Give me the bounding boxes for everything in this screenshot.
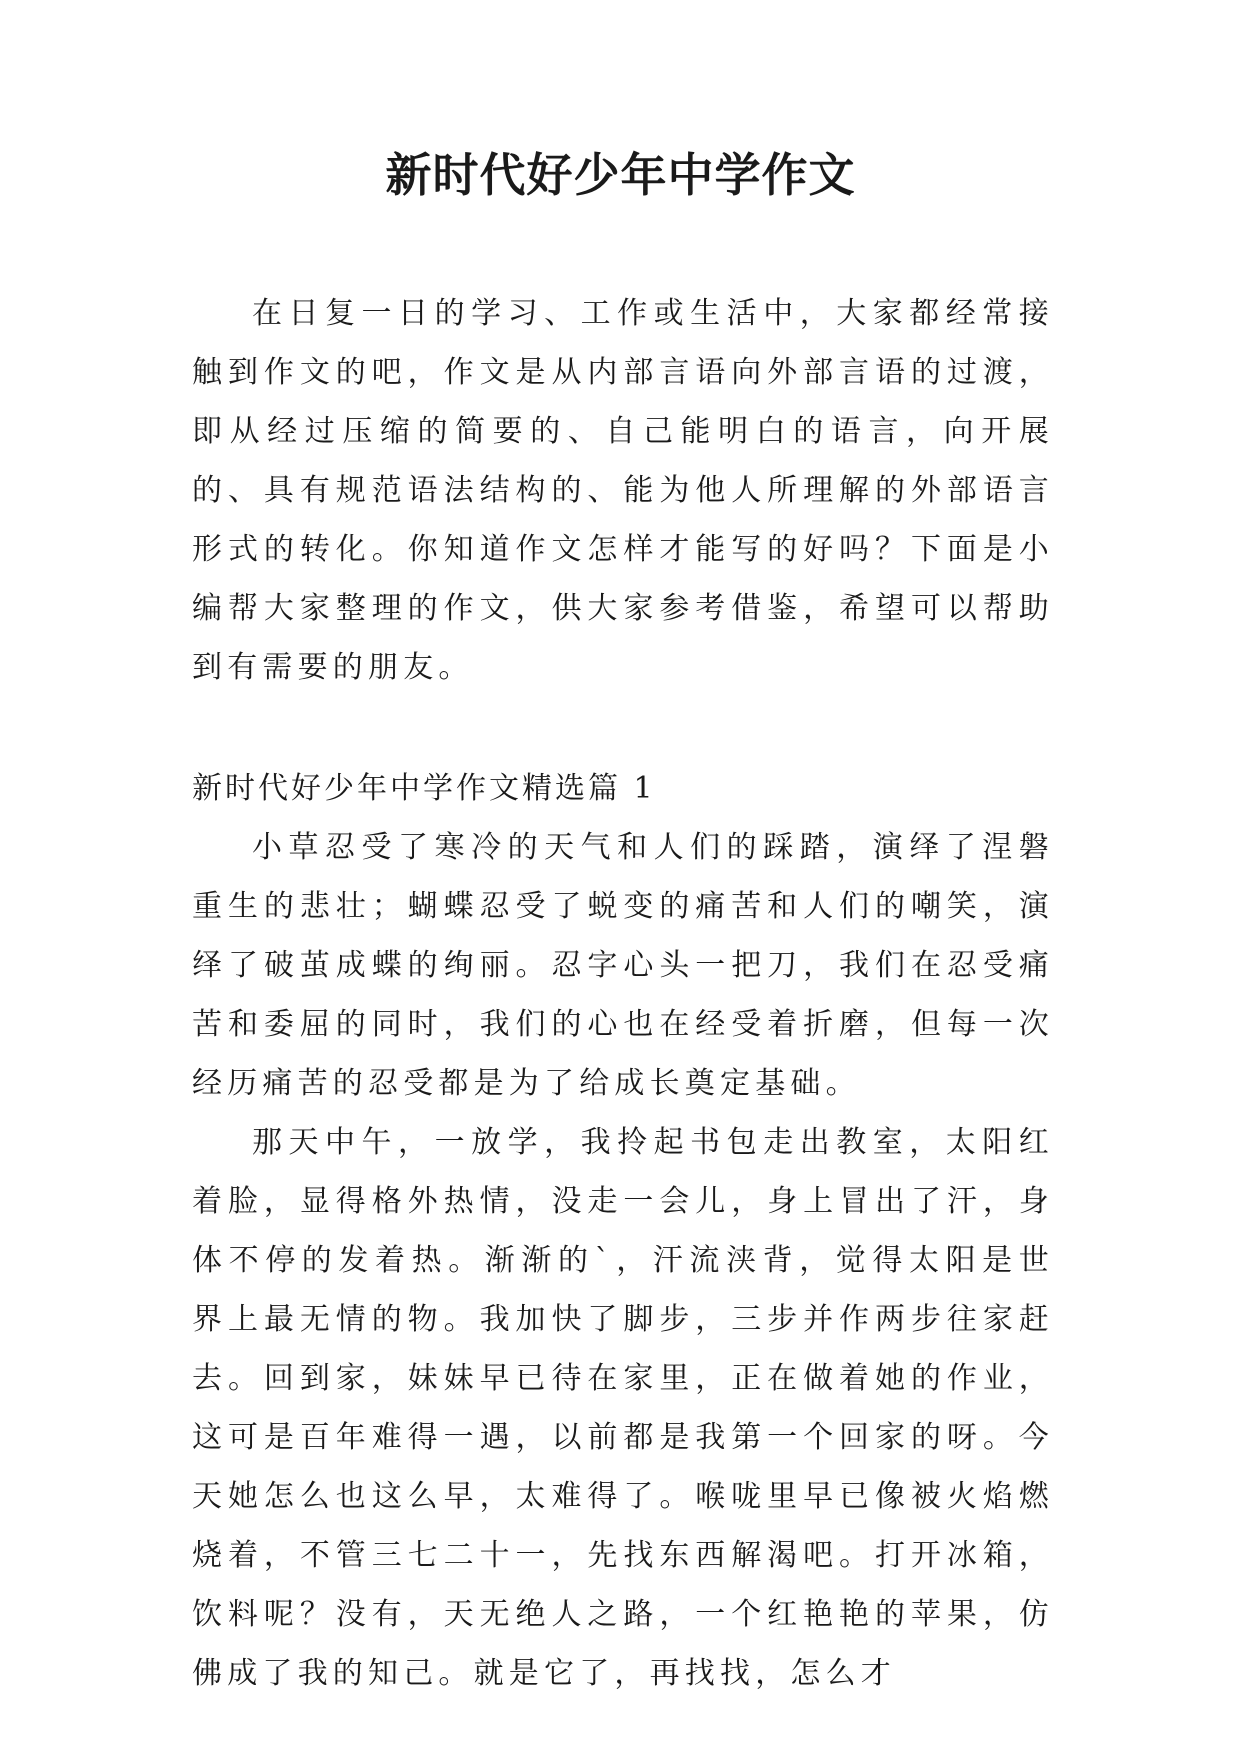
- section-heading: 新时代好少年中学作文精选篇 1: [192, 771, 656, 806]
- body-paragraph-2: 那天中午，一放学，我拎起书包走出教室，太阳红着脸，显得格外热情，没走一会儿，身上冒出了汗，身体不停的发着热。渐渐的`，汗流浃背，觉得太阳是世界上最无情的物。我加快了脚步，三步并作两步往家赶去。回到家，妹妹早已待在家里，正在做着她的作业，这可是百年难得一遇，以前都是我第一个回家的呀。今天她怎么也这么早，太难得了。喉咙里早已像被火焰燃烧着，不管三七二十一，先找东西解渴吧。打开冰箱，饮料呢？没有，天无绝人之路，一个红艳艳的苹果，仿佛成了我的知己。就是它了，再找找，怎么才: [192, 1125, 1054, 1691]
- body-paragraph-1: 小草忍受了寒冷的天气和人们的踩踏，演绎了涅磐重生的悲壮；蝴蝶忍受了蜕变的痛苦和人们的嘲笑，演绎了破茧成蝶的绚丽。忍字心头一把刀，我们在忍受痛苦和委屈的同时，我们的心也在经受着折磨，但每一次经历痛苦的忍受都是为了给成长奠定基础。: [192, 830, 1054, 1101]
- document-title: 新时代好少年中学作文: [385, 148, 856, 202]
- document-body: [192, 284, 1054, 1703]
- intro-paragraph: 在日复一日的学习、工作或生活中，大家都经常接触到作文的吧，作文是从内部言语向外部言语的过渡，即从经过压缩的简要的、自己能明白的语言，向开展的、具有规范语法结构的、能为他人所理解的外部语言形式的转化。你知道作文怎样才能写的好吗？下面是小编帮大家整理的作文，供大家参考借鉴，希望可以帮助到有需要的朋友。: [192, 296, 1054, 685]
